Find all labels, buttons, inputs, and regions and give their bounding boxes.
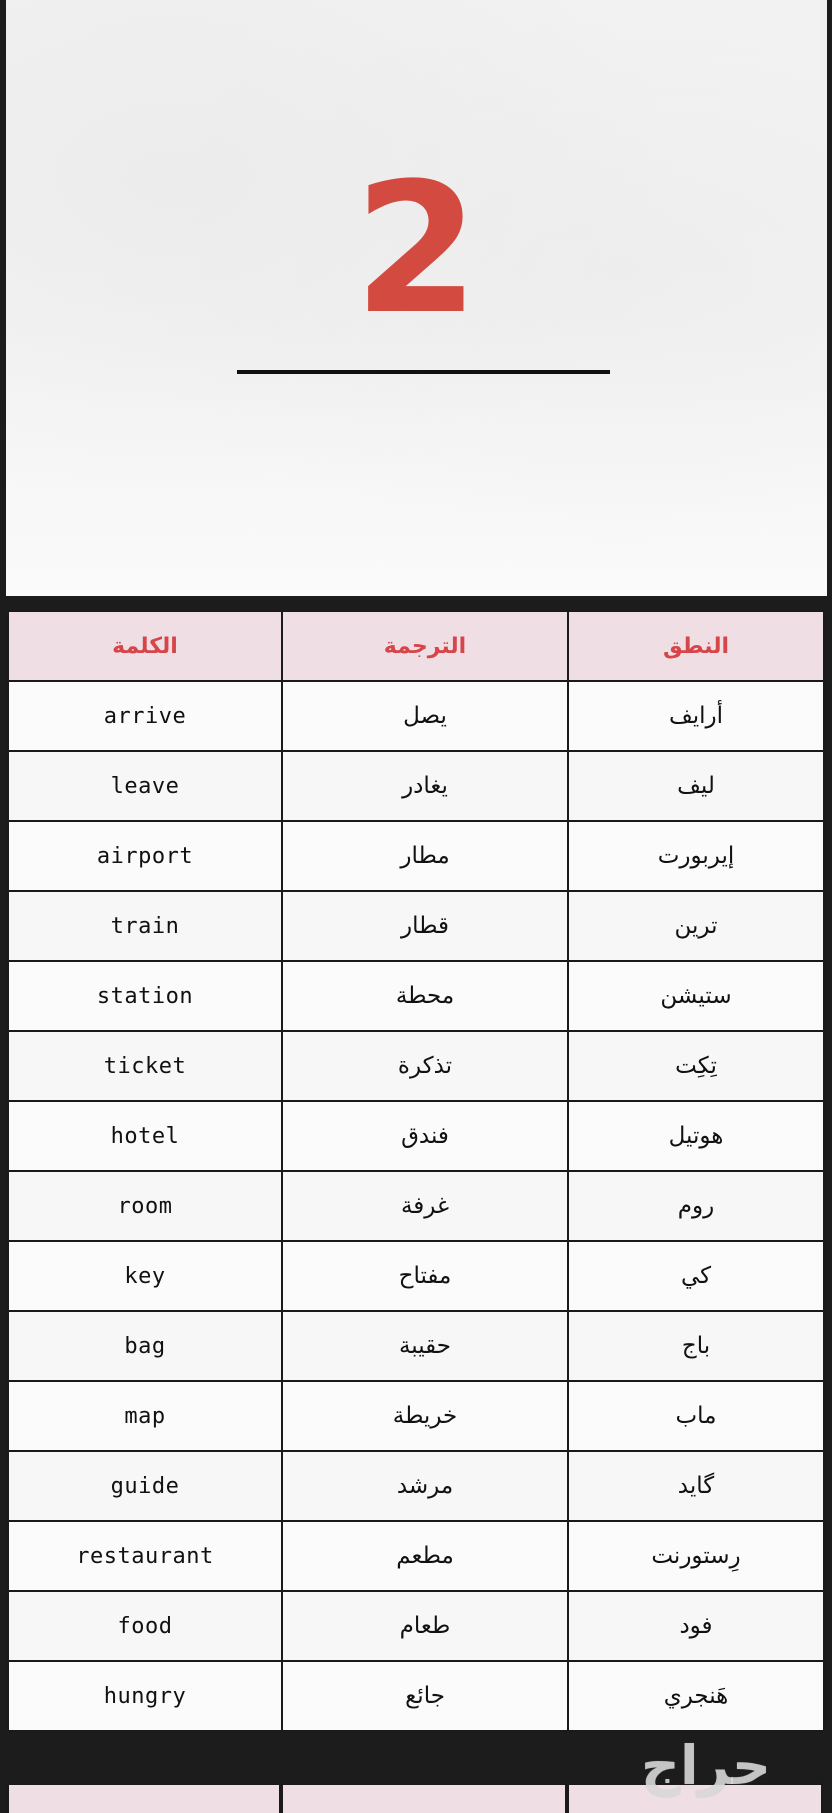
word-cell: bag	[8, 1311, 282, 1381]
translation-cell: يغادر	[282, 751, 568, 821]
translation-cell: مفتاح	[282, 1241, 568, 1311]
lesson-number: 2	[353, 145, 480, 354]
word-cell: room	[8, 1171, 282, 1241]
pronunciation-cell: إيربورت	[568, 821, 824, 891]
table-row	[8, 1451, 824, 1521]
table-row	[8, 1311, 824, 1381]
vocabulary-table	[7, 610, 825, 1732]
title-underline-divider	[237, 370, 610, 374]
word-cell: hungry	[8, 1661, 282, 1731]
translation-cell: فندق	[282, 1101, 568, 1171]
pronunciation-cell: ستيشن	[568, 961, 824, 1031]
table-row	[8, 1381, 824, 1451]
pronunciation-cell: گايد	[568, 1451, 824, 1521]
pronunciation-cell: كي	[568, 1241, 824, 1311]
table-row	[8, 1101, 824, 1171]
table-row	[8, 961, 824, 1031]
translation-cell: تذكرة	[282, 1031, 568, 1101]
table-row	[8, 821, 824, 891]
column-header-pronunciation: النطق	[568, 611, 824, 681]
translation-cell: محطة	[282, 961, 568, 1031]
table-row	[8, 1591, 824, 1661]
pronunciation-cell: ماب	[568, 1381, 824, 1451]
word-cell: airport	[8, 821, 282, 891]
lesson-cover-card	[6, 0, 827, 596]
table-row	[8, 681, 824, 751]
translation-cell: يصل	[282, 681, 568, 751]
word-cell: station	[8, 961, 282, 1031]
translation-cell: طعام	[282, 1591, 568, 1661]
table-row	[8, 1521, 824, 1591]
word-cell: restaurant	[8, 1521, 282, 1591]
table-row	[8, 751, 824, 821]
translation-cell: جائع	[282, 1661, 568, 1731]
pronunciation-cell: هَنجري	[568, 1661, 824, 1731]
word-cell: ticket	[8, 1031, 282, 1101]
table-row	[8, 1031, 824, 1101]
word-cell: key	[8, 1241, 282, 1311]
pronunciation-cell: ترين	[568, 891, 824, 961]
pronunciation-cell: ليف	[568, 751, 824, 821]
column-header-translation: الترجمة	[282, 611, 568, 681]
word-cell: food	[8, 1591, 282, 1661]
next-header-cell-word	[7, 1783, 281, 1813]
word-cell: hotel	[8, 1101, 282, 1171]
word-cell: leave	[8, 751, 282, 821]
pronunciation-cell: باج	[568, 1311, 824, 1381]
column-header-word: الكلمة	[8, 611, 282, 681]
word-cell: map	[8, 1381, 282, 1451]
table-row	[8, 1241, 824, 1311]
table-row	[8, 891, 824, 961]
next-header-cell-pronunciation	[567, 1783, 823, 1813]
translation-cell: خريطة	[282, 1381, 568, 1451]
translation-cell: حقيبة	[282, 1311, 568, 1381]
table-header-row	[8, 611, 824, 681]
translation-cell: مطعم	[282, 1521, 568, 1591]
translation-cell: غرفة	[282, 1171, 568, 1241]
translation-cell: مرشد	[282, 1451, 568, 1521]
pronunciation-cell: فود	[568, 1591, 824, 1661]
haraj-watermark-logo: حراج	[641, 1734, 771, 1797]
next-header-cell-translation	[281, 1783, 567, 1813]
next-table-header-partial	[7, 1783, 823, 1813]
word-cell: guide	[8, 1451, 282, 1521]
pronunciation-cell: أرايف	[568, 681, 824, 751]
translation-cell: قطار	[282, 891, 568, 961]
word-cell: arrive	[8, 681, 282, 751]
table-row	[8, 1661, 824, 1731]
pronunciation-cell: هوتيل	[568, 1101, 824, 1171]
translation-cell: مطار	[282, 821, 568, 891]
word-cell: train	[8, 891, 282, 961]
table-row	[8, 1171, 824, 1241]
pronunciation-cell: رِستورنت	[568, 1521, 824, 1591]
pronunciation-cell: روم	[568, 1171, 824, 1241]
pronunciation-cell: تِكِت	[568, 1031, 824, 1101]
